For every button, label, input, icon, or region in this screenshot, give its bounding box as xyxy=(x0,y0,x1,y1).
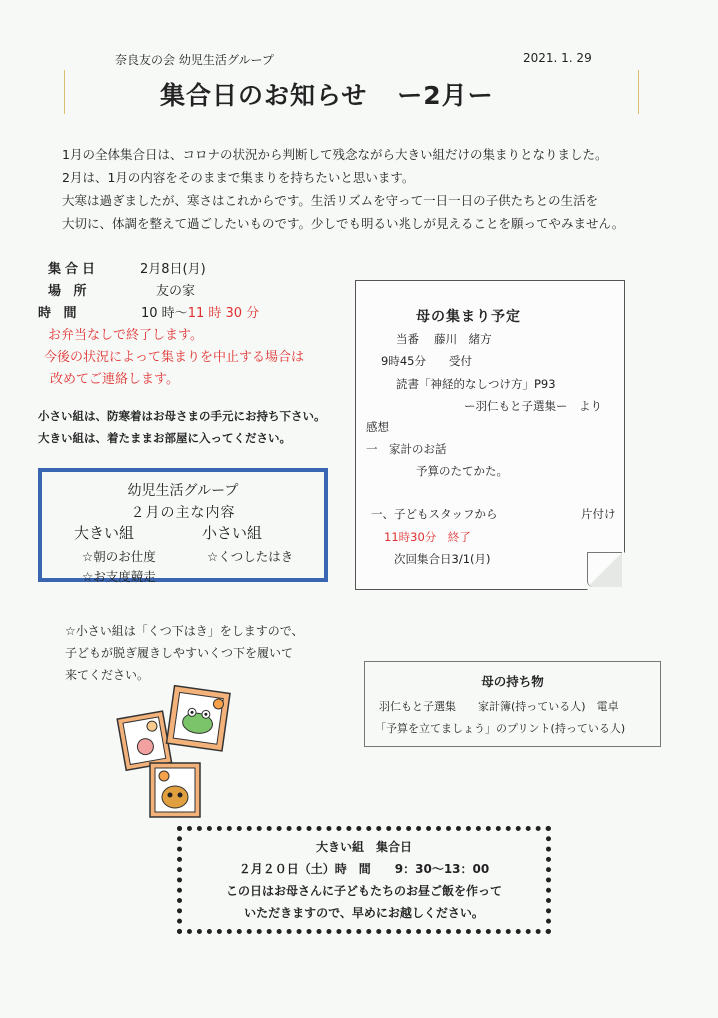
memo-next-date: 次回集合日3/1(月) xyxy=(394,552,491,566)
karuta-cards-illustration xyxy=(112,685,242,820)
intro-line: 大切に、体調を整えて過ごしたいものです。少しでも明るい兆しが見えることを願ってやみません。 xyxy=(62,216,625,231)
time-label: 時 間 xyxy=(38,306,81,321)
memo-duty: 当番 藤川 緒方 xyxy=(396,332,492,346)
big-group-item: ☆お支度競走 xyxy=(82,569,156,584)
sock-note-line: 子どもが脱ぎ履きしやすいくつ下を履いて xyxy=(65,646,294,660)
schedule-section xyxy=(38,259,304,391)
memo-household: 一 家計のお話 xyxy=(366,442,447,456)
big-group-item: ☆朝のお仕度 xyxy=(82,549,156,564)
title-text: 集合日のお知らせ xyxy=(160,81,368,110)
belongings-line: 「予算を立てましょう」のプリント(持っている人) xyxy=(375,722,626,735)
belongings-box xyxy=(364,661,661,747)
sock-note-line: ☆小さい組は「くつ下はき」をしますので、 xyxy=(65,624,304,638)
memo-cleanup: 片付け xyxy=(581,507,616,521)
place-value: 友の家 xyxy=(156,284,196,299)
title-month: ー2月ー xyxy=(397,81,494,110)
issue-date: 2021. 1. 29 xyxy=(523,51,592,65)
belongings-line: 羽仁もと子選集 家計簿(持っている人) 電卓 xyxy=(379,700,619,713)
big-group-line: この日はお母さんに子どもたちのお昼ご飯を作って xyxy=(225,884,502,898)
intro-line: 2月は、1月の内容をそのままで集まりを持ちたいと思います。 xyxy=(62,170,415,185)
mothers-meeting-memo xyxy=(355,280,625,590)
big-group-title: 大きい組 集合日 xyxy=(315,840,412,854)
date-label: 集合日 xyxy=(48,262,100,277)
title-divider-left xyxy=(64,70,65,114)
schedule-red-note: お弁当なしで終了します。 xyxy=(48,328,203,343)
memo-reading-source: ー羽仁もと子選集ー より xyxy=(464,399,602,413)
sock-note-line: 来てください。 xyxy=(65,668,150,682)
page-title xyxy=(160,76,494,112)
place-label: 場 所 xyxy=(48,284,91,299)
group-content-box xyxy=(38,468,328,582)
belongings-title: 母の持ち物 xyxy=(481,674,544,689)
card-flower xyxy=(117,711,171,770)
title-divider-right xyxy=(638,70,639,114)
card-frog xyxy=(166,686,230,751)
group-box-title: 幼児生活グループ xyxy=(127,483,239,499)
small-group-label: 小さい組 xyxy=(202,524,263,542)
page-curl-fold xyxy=(587,552,622,587)
schedule-red-note: 改めてご連絡します。 xyxy=(50,372,179,387)
intro-paragraph xyxy=(62,143,702,235)
schedule-red-note: 今後の状況によって集まりを中止する場合は xyxy=(44,350,305,365)
big-group-label: 大きい組 xyxy=(74,524,135,542)
note-line: 小さい組は、防寒着はお母さまの手元にお持ち下さい。 xyxy=(38,409,326,423)
schedule-date-row xyxy=(38,259,304,281)
time-start: 10 時～ xyxy=(141,306,188,321)
sock-note xyxy=(65,620,304,686)
group-box-subtitle: ２月の主な内容 xyxy=(130,505,236,521)
memo-title: 母の集まり予定 xyxy=(416,309,521,325)
intro-line: 1月の全体集合日は、コロナの状況から判断して残念ながら大きい組だけの集まりとなりました。 xyxy=(62,147,608,162)
card-tanuki xyxy=(150,763,200,817)
schedule-place-row xyxy=(38,281,304,303)
memo-reception: 9時45分 受付 xyxy=(381,354,472,368)
note-line: 大きい組は、着たままお部屋に入ってください。 xyxy=(38,431,291,445)
clothing-notes xyxy=(38,405,326,449)
memo-budget: 予算のたてかた。 xyxy=(416,464,508,478)
time-end: 11 時 30 分 xyxy=(187,306,260,321)
schedule-time-row xyxy=(38,303,304,325)
memo-reading: 読書「神経的なしつけ方」P93 xyxy=(396,377,556,391)
big-group-datetime: ２月２０日（土）時 間 9：30～13：00 xyxy=(238,862,490,876)
date-value: 2月8日(月) xyxy=(140,262,206,277)
big-group-meeting-box xyxy=(177,826,551,934)
memo-end-time: 11時30分 終了 xyxy=(384,530,471,544)
memo-staff: 一、子どもスタッフから xyxy=(371,507,498,521)
organization-name: 奈良友の会 幼児生活グループ xyxy=(115,53,274,67)
big-group-line: いただきますので、早めにお越しください。 xyxy=(244,906,484,920)
small-group-item: ☆くつしたはき xyxy=(207,549,294,564)
intro-line: 大寒は過ぎましたが、寒さはこれからです。生活リズムを守って一日一日の子供たちとの生活を xyxy=(62,193,599,208)
memo-impressions: 感想 xyxy=(366,420,389,434)
